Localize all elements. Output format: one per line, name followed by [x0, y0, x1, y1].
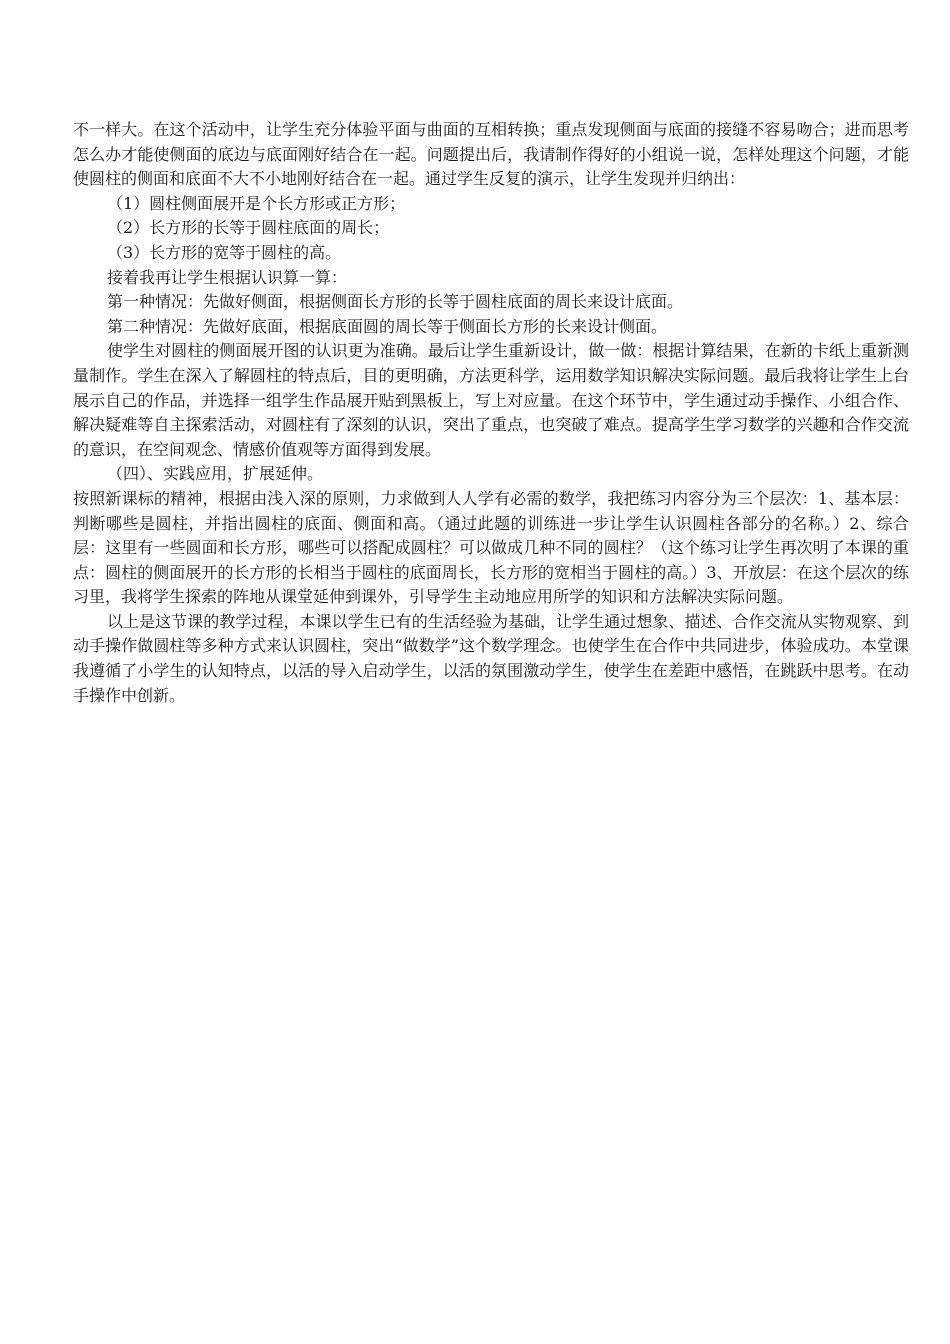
- paragraph-case-2: 第二种情况：先做好底面，根据底面圆的周长等于侧面长方形的长来设计侧面。: [107, 316, 668, 336]
- paragraph-exercise-levels: 按照新课标的精神，根据由浅入深的原则，力求做到人人学有必需的数学，我把练习内容分为三个层次：1、基本层：判断哪些是圆柱，并指出圆柱的底面、侧面和高。（通过此题的训练进一步让学生认识圆柱各部分的名称。）2、综合层：这里有一些圆面和长方形，哪些可以搭配成圆柱？可以做成几种不同的圆柱？（这个练习让学生再次明了本课的重点：圆柱的侧面展开的长方形的长相当于圆柱的底面周长，长方形的宽相当于圆柱的高。）3、开放层：在这个层次的练习里，我将学生探索的阵地从课堂延伸到课外，引导学生主动地应用所学的知识和方法解决实际问题。: [73, 488, 909, 607]
- section-heading-practice: （四）、实践应用，扩展延伸。: [107, 464, 324, 484]
- paragraph-point-2: （2）长方形的长等于圆柱底面的周长；: [107, 218, 390, 238]
- paragraph-conclusion: 以上是这节课的教学过程，本课以学生已有的生活经验为基础，让学生通过想象、描述、合作交流从实物观察、到动手操作做圆柱等多种方式来认识圆柱，突出“做数学”这个数学理念。也使学生在合作中共同进步，体验成功。本堂课我遵循了小学生的认知特点，以活的导入启动学生，以活的氛围激动学生，使学生在差距中感悟，在跳跃中思考。在动手操作中创新。: [73, 611, 909, 705]
- paragraph-calculate: 接着我再让学生根据认识算一算：: [107, 267, 348, 287]
- paragraph-case-1: 第一种情况：先做好侧面，根据侧面长方形的长等于圆柱底面的周长来设计底面。: [107, 292, 684, 312]
- paragraph-activity-summary: 不一样大。在这个活动中，让学生充分体验平面与曲面的互相转换；重点发现侧面与底面的接缝不容易吻合；进而思考怎么办才能使侧面的底边与底面刚好结合在一起。问题提出后，我请制作得好的小组说一说，怎样处理这个问题，才能使圆柱的侧面和底面不大不小地刚好结合在一起。通过学生反复的演示，让学生发现并归纳出：: [73, 120, 909, 189]
- document-body: [73, 118, 909, 708]
- paragraph-point-3: （3）长方形的宽等于圆柱的高。: [107, 242, 342, 262]
- paragraph-point-1: （1）圆柱侧面展开是个长方形或正方形；: [107, 193, 406, 213]
- paragraph-redesign: 使学生对圆柱的侧面展开图的认识更为准确。最后让学生重新设计，做一做：根据计算结果，在新的卡纸上重新测量制作。学生在深入了解圆柱的特点后，目的更明确，方法更科学，运用数学知识解决实际问题。最后我将让学生上台展示自己的作品，并选择一组学生作品展开贴到黑板上，写上对应量。在这个环节中，学生通过动手操作、小组合作、解决疑难等自主探索活动，对圆柱有了深刻的认识，突出了重点，也突破了难点。提高学生学习数学的兴趣和合作交流的意识，在空间观念、情感价值观等方面得到发展。: [73, 341, 909, 459]
